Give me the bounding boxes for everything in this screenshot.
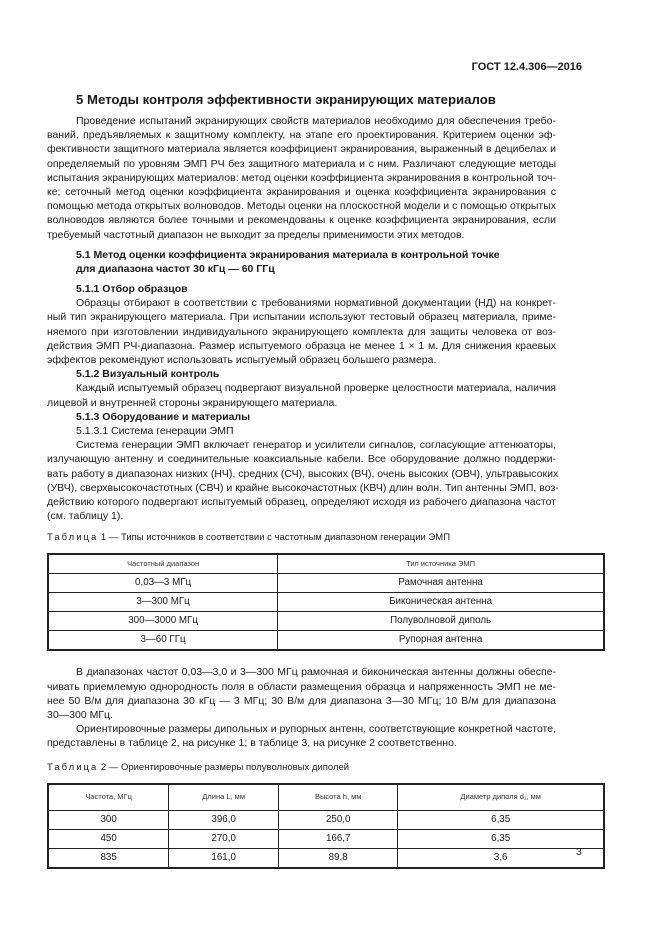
paragraph-field-strength <box>47 665 556 722</box>
text-line: действия ЭМП РЧ-диапазона. Размер испытуемого образца не менее 1 × 1 м. Для снижения краевых <box>47 339 556 352</box>
text-line: представлены в таблице 2, на рисунке 1; в таблице 3, на рисунке 2 соответственно. <box>47 737 457 750</box>
text-line: Образцы отбирают в соответствии с требованиями нормативной документации (НД) на конкрет- <box>76 297 556 310</box>
text-line: нее 50 В/м для диапазона 30 кГц — 3 МГц; 30 В/м для диапазона 3—30 МГц; 10 В/м для диапазона <box>47 694 556 707</box>
text-line: чивать приемлемую однородность поля в области размещения образца и напряженность ЭМП не ме- <box>47 680 556 693</box>
table-cell: 3,6 <box>398 848 604 868</box>
text-line: волноводов являются более точными и рекомендованы к оценке коэффициента экранирования, если <box>47 214 556 227</box>
table-cell: 450 <box>48 829 169 848</box>
table-cell: 300—3000 МГц <box>48 612 278 631</box>
table-row <box>48 848 604 868</box>
section-5-1-title: 5.1 Метод оценки коэффициента экранирования материала в контрольной точке <box>76 248 500 261</box>
page-number: 3 <box>576 846 582 858</box>
column-header: Длина L, мм <box>169 784 279 811</box>
table-header-row <box>48 554 604 574</box>
text-line: Система генерации ЭМП включает генератор и усилители сигналов, согласующие аттенюаторы, <box>76 439 556 452</box>
section-5-1-3-title: 5.1.3 Оборудование и материалы <box>76 410 251 423</box>
section-5-1-2-text <box>47 381 556 409</box>
table-row <box>48 574 604 593</box>
table-cell: 396,0 <box>169 810 279 829</box>
table-1 <box>47 553 605 651</box>
text-line: ке; сеточный метод оценки коэффициента экранирования и оценка коэффициента экранирования с <box>47 185 556 198</box>
text-line: Каждый испытуемый образец подвергают визуальной проверке целостности материала, наличия <box>76 382 556 395</box>
table-2-caption <box>47 761 556 775</box>
table-cell: 270,0 <box>169 829 279 848</box>
section-5-1-2-title: 5.1.2 Визуальный контроль <box>76 368 220 381</box>
table-row <box>48 612 604 631</box>
table-row <box>48 829 604 848</box>
table-cell: 0,03—3 МГц <box>48 574 278 593</box>
caption-label: Таблица <box>47 761 99 773</box>
text-line: Ориентировочные размеры дипольных и рупорных антенн, соответствующие конкретной частоте, <box>76 723 556 736</box>
text-line: В диапазонах частот 0,03—3,0 и 3—300 МГц рамочная и биконическая антенны должны обеспе- <box>76 666 556 679</box>
text-line: лицевой и внутренней стороны экранирующего материала. <box>47 396 338 409</box>
column-header: Частота, МГц <box>48 784 169 811</box>
table-cell: Полуволновой диполь <box>278 612 604 631</box>
text-line: фективности защитного материала является коэффициент экранирования, выраженный в децибелах и <box>47 143 556 156</box>
text-line: ный тип экранирующего материала. При испытании используют тестовый образец материала, приме- <box>47 311 556 324</box>
table-cell: Рамочная антенна <box>278 574 604 593</box>
document-id: ГОСТ 12.4.306—2016 <box>471 61 582 73</box>
table-row <box>48 631 604 651</box>
text-line: определяемый по уровням ЭМП РЧ без защитного материала и с ним. Различают следующие методы <box>47 157 556 170</box>
section-5-paragraph <box>47 114 556 242</box>
section-5-title: 5 Методы контроля эффективности экранирующих материалов <box>76 92 496 107</box>
text-line: ваний, предъявляемых к защитному комплекту, на этапе его проектирования. Критерием оценки эф- <box>47 129 556 142</box>
page-content <box>47 92 559 869</box>
text-line: 30—300 МГц. <box>47 709 113 722</box>
table-1-caption <box>47 531 556 545</box>
table-cell: 300 <box>48 810 169 829</box>
caption-text: 2 — Ориентировочные размеры полуволновых диполей <box>98 761 350 773</box>
section-5-1-1-title: 5.1.1 Отбор образцов <box>76 283 188 296</box>
table-2 <box>47 783 605 869</box>
table-cell: Биконическая антенна <box>278 593 604 612</box>
text-line: излучающую антенну и соединительные коаксиальные кабели. Все оборудование должно поддержи- <box>47 453 556 466</box>
table-cell: 835 <box>48 848 169 868</box>
section-5-1-3-1-text <box>47 438 559 523</box>
caption-text: 1 — Типы источников в соответствии с частотным диапазоном генерации ЭМП <box>98 532 451 544</box>
section-5-1-3-1-title: 5.1.3.1 Система генерации ЭМП <box>76 424 234 437</box>
column-header: Диаметр диполя d₁, мм <box>398 784 604 811</box>
text-line: вать работу в диапазонах низких (НЧ), средних (СЧ), высоких (ВЧ), очень высоких (ОВЧ), ультравысоких <box>47 467 559 480</box>
text-line: няемого при изготовлении индивидуального экранирующего комплекта для защиты человека от воз- <box>47 325 556 338</box>
text-line: требуемый частотный диапазон не выходит за пределы применимости этих методов. <box>47 228 465 241</box>
text-line: эффектов рекомендуют использовать испытуемый образец большего размера. <box>47 354 437 366</box>
text-line: помощью метода открытых волноводов. Методы оценки на плоскостной модели и с помощью открытых <box>47 200 556 213</box>
text-line: (УВЧ), сверхвысокочастотных (СВЧ) и крайне высокочастотных (КВЧ) длин волн. Тип антенны ЭМП, воз- <box>47 481 559 494</box>
column-header: Частотный диапазон <box>48 554 278 574</box>
table-cell: 6,35 <box>398 829 604 848</box>
column-header: Высота h, мм <box>279 784 398 811</box>
table-cell: 250,0 <box>279 810 398 829</box>
table-cell: 6,35 <box>398 810 604 829</box>
table-row <box>48 593 604 612</box>
text-line: действию которого подвергают испытуемый образец, определяют исходя из рабочего диапазона частот <box>47 495 556 508</box>
table-header-row <box>48 784 604 811</box>
table-cell: 3—300 МГц <box>48 593 278 612</box>
paragraph-antenna-sizes <box>47 722 556 750</box>
section-5-1-1-text <box>47 296 556 367</box>
table-cell: 89,8 <box>279 848 398 868</box>
caption-label: Таблица <box>47 532 99 544</box>
table-cell: 166,7 <box>279 829 398 848</box>
section-5-1-title-cont: для диапазона частот 30 кГц — 60 ГГц <box>76 262 275 275</box>
table-cell: 3—60 ГГц <box>48 631 278 651</box>
table-cell: 161,0 <box>169 848 279 868</box>
text-line: испытания экранирующих материалов: метод оценки коэффициента экранирования в контрольной точ- <box>47 171 556 184</box>
column-header: Тип источника ЭМП <box>278 554 604 574</box>
text-line: Проведение испытаний экранирующих свойств материалов необходимо для обеспечения требо- <box>76 115 556 127</box>
text-line: (см. таблицу 1). <box>47 510 124 523</box>
table-cell: Рупорная антенна <box>278 631 604 651</box>
table-row <box>48 810 604 829</box>
